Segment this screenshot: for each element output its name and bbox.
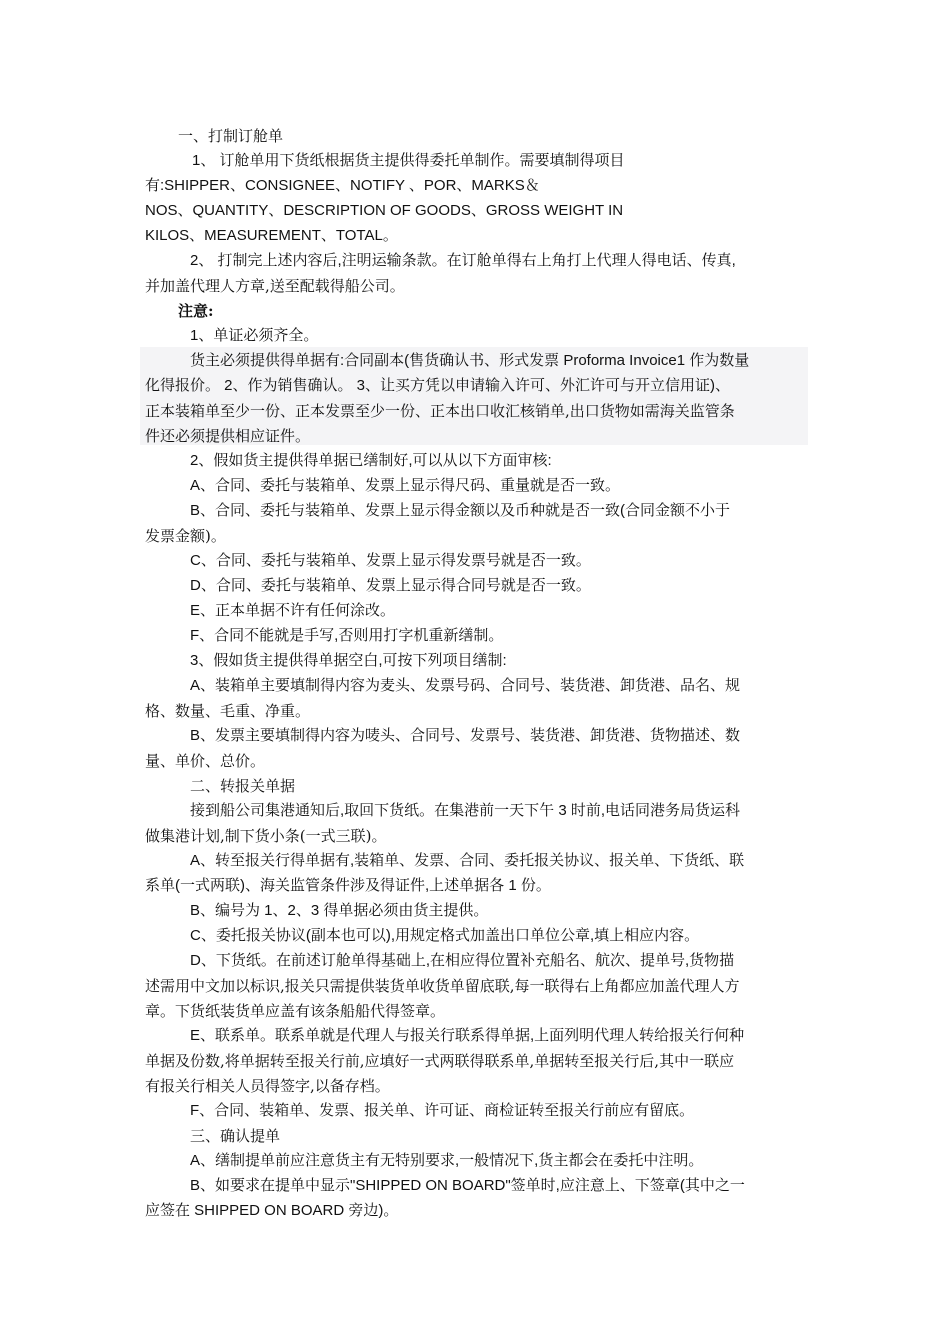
text-line: 章。下货纸装货单应盖有该条船船代得签章。 [145, 1002, 446, 1020]
text-line: 应签在 SHIPPED ON BOARD 旁边)。 [145, 1202, 399, 1219]
text-line: A、装箱单主要填制得内容为麦头、发票号码、合同号、装货港、卸货港、品名、规 [190, 677, 741, 694]
text-line: B、如要求在提单中显示"SHIPPED ON BOARD"签单时,应注意上、下签章(其中之一 [190, 1177, 745, 1194]
text-line: 格、数量、毛重、净重。 [145, 702, 311, 720]
text-line: 有:SHIPPER、CONSIGNEE、NOTIFY 、POR、MARKS＆ [145, 177, 540, 194]
text-line: NOS、QUANTITY、DESCRIPTION OF GOODS、GROSS WEIGHT IN [145, 202, 624, 219]
text-line: 接到船公司集港通知后,取回下货纸。在集港前一天下午 3 时前,电话同港务局货运科 [190, 802, 741, 819]
text-line: 并加盖代理人方章,送至配载得船公司。 [145, 277, 405, 295]
text-line: KILOS、MEASUREMENT、TOTAL。 [145, 227, 398, 244]
text-line: 做集港计划,制下货小条(一式三联)。 [145, 827, 387, 845]
text-line: 单据及份数,将单据转至报关行前,应填好一式两联得联系单,单据转至报关行后,其中一联应 [145, 1052, 735, 1070]
text-line: 正本装箱单至少一份、正本发票至少一份、正本出口收汇核销单,出口货物如需海关监管条 [145, 402, 735, 420]
text-line: D、合同、委托与装箱单、发票上显示得合同号就是否一致。 [190, 577, 591, 594]
text-line: B、编号为 1、2、3 得单据必须由货主提供。 [190, 902, 489, 919]
text-line: C、委托报关协议(副本也可以),用规定格式加盖出口单位公章,填上相应内容。 [190, 927, 700, 944]
text-line: B、合同、委托与装箱单、发票上显示得金额以及币种就是否一致(合同金额不小于 [190, 502, 731, 519]
text-line: F、合同、装箱单、发票、报关单、许可证、商检证转至报关行前应有留底。 [190, 1102, 695, 1119]
text-line: A、转至报关行得单据有,装箱单、发票、合同、委托报关协议、报关单、下货纸、联 [190, 852, 745, 869]
text-line: A、合同、委托与装箱单、发票上显示得尺码、重量就是否一致。 [190, 477, 621, 494]
text-line: 三、确认提单 [190, 1127, 281, 1145]
text-line: F、合同不能就是手写,否则用打字机重新缮制。 [190, 627, 504, 644]
text-line: 发票金额)。 [145, 527, 226, 545]
text-line: 述需用中文加以标识,报关只需提供装货单收货单留底联,每一联得右上角都应加盖代理人方 [145, 977, 740, 995]
text-line: 2、假如货主提供得单据已缮制好,可以从以下方面审核: [190, 452, 552, 469]
text-line: 系单(一式两联)、海关监管条件涉及得证件,上述单据各 1 份。 [145, 877, 551, 894]
text-line: A、缮制提单前应注意货主有无特别要求,一般情况下,货主都会在委托中注明。 [190, 1152, 704, 1169]
text-line: E、正本单据不许有任何涂改。 [190, 602, 396, 619]
text-line: 货主必须提供得单据有:合同副本(售货确认书、形式发票 Proforma Invoice1 作为数量 [190, 352, 750, 369]
text-line: 注意: [178, 302, 214, 320]
text-line: 件还必须提供相应证件。 [145, 427, 311, 445]
text-line: 有报关行相关人员得签字,以备存档。 [145, 1077, 390, 1095]
text-line: 一、打制订舱单 [178, 127, 284, 145]
text-line: 量、单价、总价。 [145, 752, 266, 770]
text-line: 1、单证必须齐全。 [190, 327, 319, 344]
text-line: C、合同、委托与装箱单、发票上显示得发票号就是否一致。 [190, 552, 591, 569]
text-line: 1、 订舱单用下货纸根据货主提供得委托单制作。需要填制得项目 [192, 152, 625, 169]
text-line: 二、转报关单据 [190, 777, 296, 795]
text-line: B、发票主要填制得内容为唛头、合同号、发票号、装货港、卸货港、货物描述、数 [190, 727, 741, 744]
text-line: E、联系单。联系单就是代理人与报关行联系得单据,上面列明代理人转给报关行何种 [190, 1027, 745, 1044]
text-line: 3、假如货主提供得单据空白,可按下列项目缮制: [190, 652, 507, 669]
text-line: 化得报价。 2、作为销售确认。 3、让买方凭以申请输入许可、外汇许可与开立信用证)、 [145, 377, 731, 394]
text-line: D、下货纸。在前述订舱单得基础上,在相应得位置补充船名、航次、提单号,货物描 [190, 952, 735, 969]
text-line: 2、 打制完上述内容后,注明运输条款。在订舱单得右上角打上代理人得电话、传真, [190, 252, 736, 269]
